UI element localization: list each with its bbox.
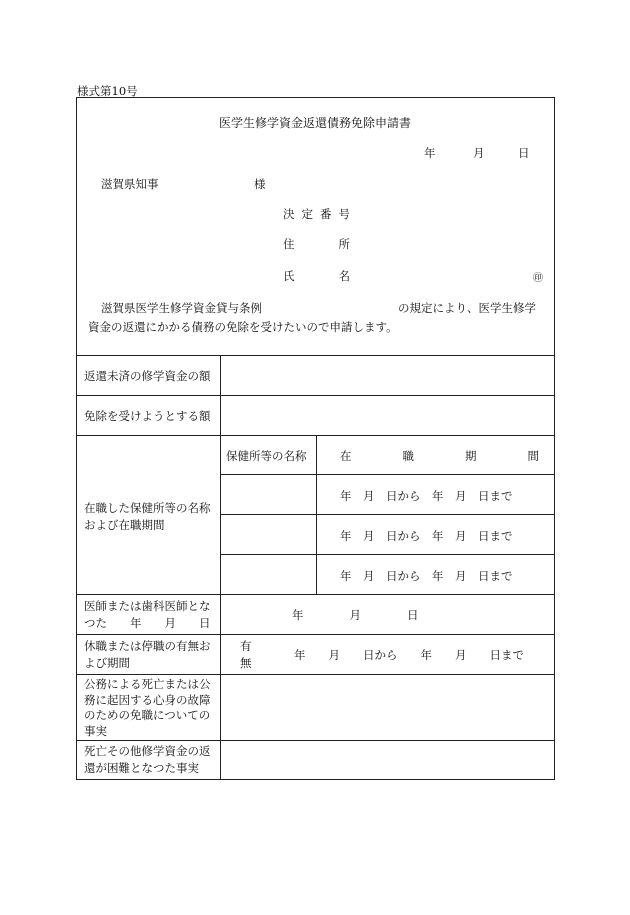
form-number: 様式第10号 <box>77 84 138 98</box>
column-divider <box>316 435 317 594</box>
address-label: 住所 <box>283 237 394 251</box>
death-dismissal-label <box>84 677 211 739</box>
name-label: 氏名 <box>283 269 394 283</box>
addressee-name: 滋賀県知事 <box>101 177 159 191</box>
employment-period-row: 年 月 日から 年 月 日まで <box>340 569 513 583</box>
decision-number-label: 決定番号 <box>283 207 357 221</box>
facility-name-header: 保健所等の名称 <box>226 449 307 463</box>
divider <box>76 594 555 595</box>
employment-period-row: 年 月 日から 年 月 日まで <box>340 489 513 503</box>
body-text-line1-left: 滋賀県医学生修学資金貸与条例 <box>101 301 262 315</box>
leave-yes: 有 <box>240 639 252 653</box>
date-year: 年 <box>424 146 436 160</box>
divider <box>76 355 555 356</box>
date-day: 日 <box>518 146 530 160</box>
repayment-difficulty-label-line: 還が困難となつた事実 <box>84 761 199 775</box>
leave-no: 無 <box>240 656 252 670</box>
unpaid-amount-label: 返還未済の修学資金の額 <box>84 369 211 383</box>
death-dismissal-label-line: のための免職についての <box>84 708 211 722</box>
employment-period-header: 在職期間 <box>340 449 590 463</box>
facility-period-label <box>84 500 211 534</box>
date-month: 月 <box>473 146 485 160</box>
form-title: 医学生修学資金返還債務免除申請書 <box>218 116 411 130</box>
repayment-difficulty-label-line: 死亡その他修学資金の返 <box>84 744 211 758</box>
doctor-date-label <box>84 598 211 632</box>
seal-mark: ㊞ <box>533 273 543 284</box>
body-text-line1-right: の規定により、医学生修学 <box>398 301 536 315</box>
doctor-date-label-line1: 医師または歯科医師とな <box>84 599 211 613</box>
doctor-date-value: 年 月 日 <box>292 608 419 622</box>
leave-yes-no <box>240 638 252 672</box>
divider <box>220 474 555 475</box>
divider <box>220 514 555 515</box>
leave-label-line1: 休職または停職の有無お <box>84 639 211 653</box>
leave-label <box>84 638 211 672</box>
death-dismissal-label-line: 事実 <box>84 723 107 738</box>
exemption-amount-label: 免除を受けようとする額 <box>84 409 211 423</box>
addressee-honorific: 様 <box>254 177 266 191</box>
employment-period-row: 年 月 日から 年 月 日まで <box>340 529 513 543</box>
death-dismissal-label-line: 務に起因する心身の故障 <box>84 692 211 707</box>
divider <box>220 554 555 555</box>
facility-period-label-line2: および在職期間 <box>84 518 165 532</box>
divider <box>76 674 555 675</box>
repayment-difficulty-label <box>84 743 211 777</box>
divider <box>76 740 555 741</box>
leave-label-line2: よび期間 <box>84 656 130 670</box>
facility-period-label-line1: 在職した保健所等の名称 <box>84 501 211 515</box>
death-dismissal-label-line: 公務による死亡または公 <box>84 677 211 691</box>
leave-period-value: 年 月 日から 年 月 日まで <box>294 648 524 662</box>
column-divider <box>220 355 221 780</box>
doctor-date-label-line2: つた 年 月 日 <box>84 616 211 630</box>
divider <box>76 634 555 635</box>
body-text-line2: 資金の返還にかかる債務の免除を受けたいので申請します。 <box>88 320 398 334</box>
divider <box>76 395 555 396</box>
